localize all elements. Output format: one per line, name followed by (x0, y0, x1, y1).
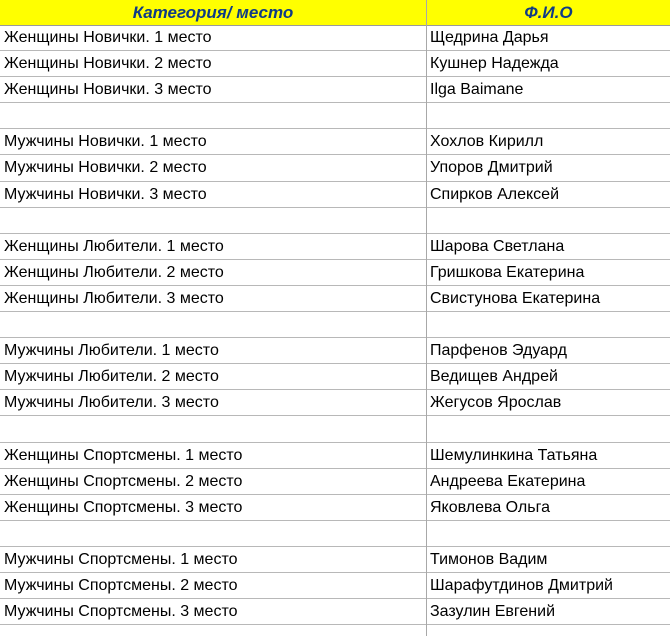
table-row (0, 364, 670, 390)
table-row (0, 338, 670, 364)
table-row (0, 129, 670, 155)
category-cell[interactable]: Мужчины Новички. 3 место (4, 185, 207, 203)
category-cell[interactable]: Мужчины Любители. 2 место (4, 368, 219, 386)
category-cell[interactable]: Женщины Любители. 1 место (4, 237, 224, 255)
table-row (0, 599, 670, 625)
category-cell[interactable]: Женщины Спортсмены. 3 место (4, 498, 243, 516)
name-cell[interactable]: Свистунова Екатерина (430, 289, 601, 307)
table-row (0, 443, 670, 469)
category-cell[interactable]: Женщины Новички. 3 место (4, 81, 212, 99)
name-cell[interactable]: Яковлева Ольга (430, 498, 550, 516)
table-row (0, 416, 670, 442)
category-cell[interactable]: Мужчины Новички. 1 место (4, 133, 207, 151)
table-row (0, 573, 670, 599)
table-row (0, 260, 670, 286)
category-cell[interactable]: Женщины Новички. 2 место (4, 55, 212, 73)
category-cell[interactable]: Женщины Новички. 1 место (4, 29, 212, 46)
name-cell[interactable]: Упоров Дмитрий (430, 159, 553, 177)
category-cell[interactable]: Женщины Любители. 3 место (4, 289, 224, 307)
header-name[interactable]: Ф.И.О (524, 3, 573, 22)
category-cell[interactable]: Мужчины Любители. 1 место (4, 342, 219, 360)
table-row (0, 155, 670, 181)
category-cell[interactable]: Мужчины Спортсмены. 2 место (4, 576, 238, 594)
name-cell[interactable]: Ilga Baimane (430, 81, 524, 99)
category-cell[interactable]: Мужчины Любители. 3 место (4, 394, 219, 412)
name-cell[interactable]: Ведищев Андрей (430, 368, 558, 386)
category-cell[interactable]: Мужчины Спортсмены. 3 место (4, 603, 238, 621)
table-row (0, 77, 670, 103)
table-row (0, 286, 670, 312)
table-row (0, 521, 670, 547)
category-cell[interactable]: Мужчины Новички. 2 место (4, 159, 207, 177)
category-cell[interactable]: Женщины Любители. 2 место (4, 263, 224, 281)
table-row (0, 390, 670, 416)
table-row (0, 51, 670, 77)
table-row (0, 547, 670, 573)
category-cell[interactable]: Женщины Спортсмены. 2 место (4, 472, 243, 490)
column-divider (426, 0, 427, 636)
name-cell[interactable]: Тимонов Вадим (430, 550, 548, 568)
name-cell[interactable]: Шарова Светлана (430, 237, 565, 255)
name-cell[interactable]: Андреева Екатерина (430, 472, 586, 490)
header-row (0, 0, 670, 26)
name-cell[interactable]: Гришкова Екатерина (430, 263, 585, 281)
name-cell[interactable]: Шемулинкина Татьяна (430, 446, 598, 464)
name-cell[interactable]: Шарафутдинов Дмитрий (430, 576, 613, 594)
table-row (0, 208, 670, 234)
table-row (0, 495, 670, 521)
name-cell[interactable]: Кушнер Надежда (430, 55, 559, 73)
results-table-body (0, 25, 670, 625)
table-row (0, 103, 670, 129)
name-cell[interactable]: Парфенов Эдуард (430, 342, 567, 360)
table-row (0, 25, 670, 51)
table-row (0, 469, 670, 495)
category-cell[interactable]: Мужчины Спортсмены. 1 место (4, 550, 238, 568)
table-row (0, 234, 670, 260)
name-cell[interactable]: Хохлов Кирилл (430, 133, 544, 151)
name-cell[interactable]: Спирков Алексей (430, 185, 559, 203)
category-cell[interactable]: Женщины Спортсмены. 1 место (4, 446, 243, 464)
table-row (0, 182, 670, 208)
header-category[interactable]: Категория/ место (132, 3, 294, 22)
table-row (0, 312, 670, 338)
name-cell[interactable]: Щедрина Дарья (430, 29, 549, 46)
name-cell[interactable]: Жегусов Ярослав (430, 394, 562, 412)
name-cell[interactable]: Зазулин Евгений (430, 603, 556, 621)
